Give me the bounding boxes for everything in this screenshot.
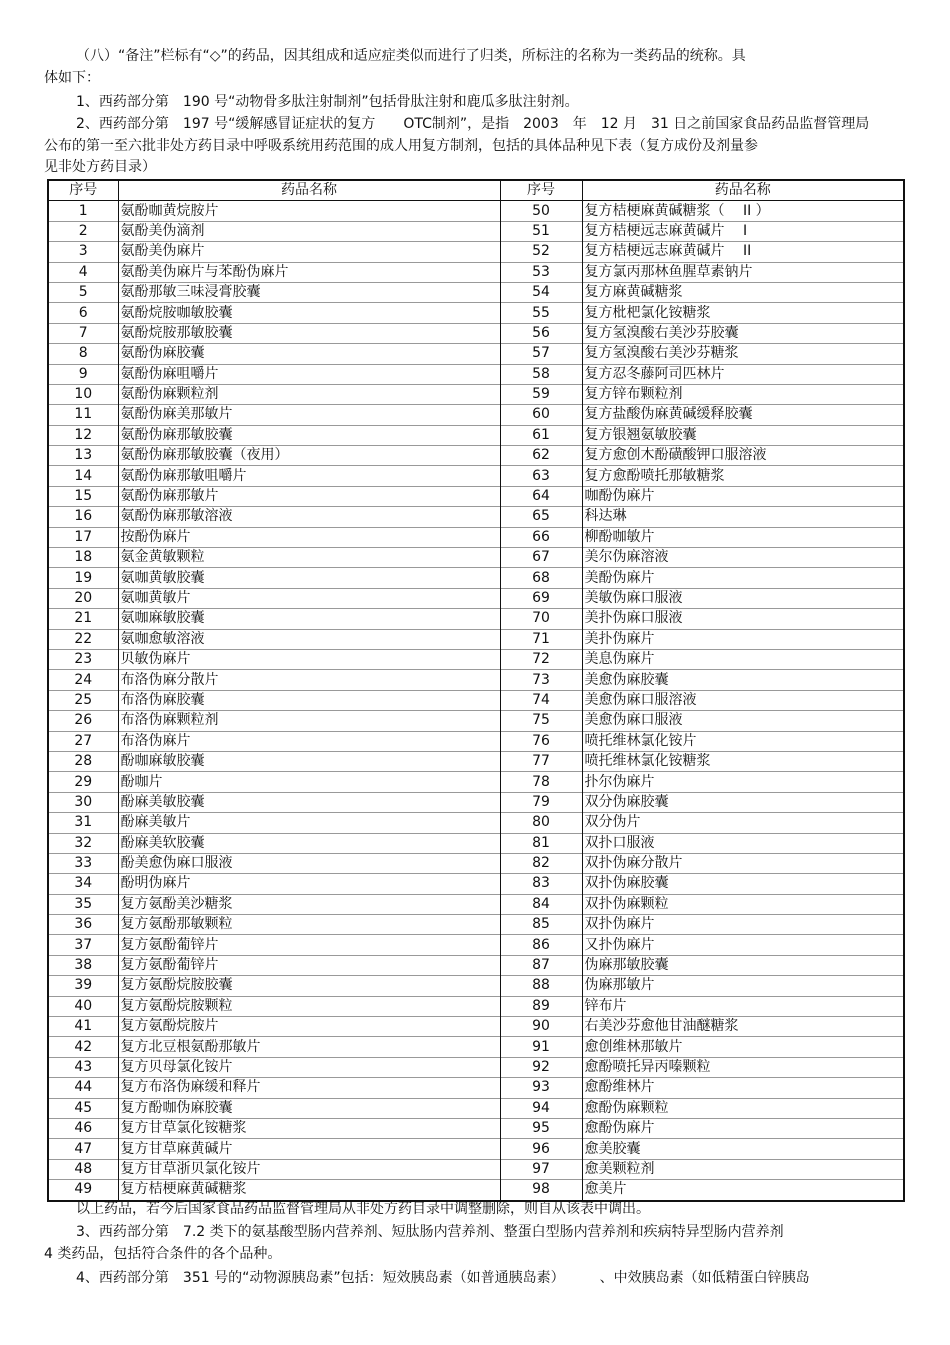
row-serial-right: 66 [500, 527, 582, 547]
row-serial-right: 94 [500, 1098, 582, 1118]
row-drug-name-right: 美酚伪麻片 [582, 568, 904, 588]
row-serial-right: 74 [500, 690, 582, 710]
table-row [48, 711, 904, 731]
table-row [48, 894, 904, 914]
row-serial-left: 24 [48, 670, 118, 690]
row-serial-left: 27 [48, 731, 118, 751]
row-serial-left: 23 [48, 649, 118, 669]
table-row [48, 792, 904, 812]
row-drug-name-left: 氨酚咖黄烷胺片 [118, 201, 500, 221]
row-drug-name-left: 布洛伪麻颗粒剂 [118, 711, 500, 731]
row-serial-right: 60 [500, 405, 582, 425]
row-serial-left: 3 [48, 242, 118, 262]
row-drug-name-right: 美愈伪麻口服溶液 [582, 690, 904, 710]
row-serial-right: 96 [500, 1139, 582, 1159]
row-serial-right: 72 [500, 649, 582, 669]
row-serial-left: 43 [48, 1057, 118, 1077]
table-row [48, 405, 904, 425]
row-serial-left: 7 [48, 323, 118, 343]
row-serial-right: 95 [500, 1118, 582, 1138]
row-drug-name-right: 伪麻那敏片 [582, 976, 904, 996]
table-row [48, 588, 904, 608]
table-row [48, 384, 904, 404]
row-drug-name-right: 愈美颗粒剂 [582, 1159, 904, 1179]
row-serial-left: 17 [48, 527, 118, 547]
row-serial-right: 67 [500, 548, 582, 568]
table-row [48, 813, 904, 833]
row-drug-name-right: 复方氯丙那林鱼腥草素钠片 [582, 262, 904, 282]
row-drug-name-right: 右美沙芬愈他甘油醚糖浆 [582, 1017, 904, 1037]
row-drug-name-left: 酚明伪麻片 [118, 874, 500, 894]
row-drug-name-right: 咖酚伪麻片 [582, 486, 904, 506]
row-serial-right: 68 [500, 568, 582, 588]
row-serial-right: 90 [500, 1017, 582, 1037]
table-row [48, 1159, 904, 1179]
table-row [48, 486, 904, 506]
row-serial-left: 49 [48, 1180, 118, 1201]
row-drug-name-right: 愈酚伪麻颗粒 [582, 1098, 904, 1118]
row-drug-name-left: 氨酚伪麻那敏片 [118, 486, 500, 506]
table-row [48, 548, 904, 568]
row-serial-left: 20 [48, 588, 118, 608]
paragraph-item-2-line-1: 2、西药部分第 197 号“缓解感冒证症状的复方 OTC制剂”，是指 2003 年 12 月 31 日之前国家食品药品监督管理局 [76, 116, 870, 132]
table-row [48, 649, 904, 669]
row-serial-right: 61 [500, 425, 582, 445]
row-serial-right: 80 [500, 813, 582, 833]
table-row [48, 323, 904, 343]
row-drug-name-left: 氨酚伪麻那敏溶液 [118, 507, 500, 527]
row-drug-name-right: 双分伪麻胶囊 [582, 792, 904, 812]
table-row [48, 221, 904, 241]
table-row [48, 1078, 904, 1098]
row-drug-name-right: 愈美胶囊 [582, 1139, 904, 1159]
paragraph-item-3-line-2: 4 类药品，包括符合条件的各个品种。 [44, 1246, 282, 1262]
row-serial-right: 58 [500, 364, 582, 384]
table-row [48, 242, 904, 262]
row-serial-right: 78 [500, 772, 582, 792]
row-drug-name-left: 氨酚那敏三味浸膏胶囊 [118, 282, 500, 302]
table-row [48, 629, 904, 649]
row-serial-left: 5 [48, 282, 118, 302]
table-body [48, 201, 904, 1201]
table-row [48, 1180, 904, 1201]
row-serial-right: 77 [500, 751, 582, 771]
row-serial-left: 1 [48, 201, 118, 221]
row-serial-left: 21 [48, 609, 118, 629]
row-serial-left: 40 [48, 996, 118, 1016]
table-row [48, 1017, 904, 1037]
row-drug-name-left: 布洛伪麻片 [118, 731, 500, 751]
row-drug-name-right: 美愈伪麻胶囊 [582, 670, 904, 690]
row-drug-name-left: 复方桔梗麻黄碱糖浆 [118, 1180, 500, 1201]
row-serial-right: 64 [500, 486, 582, 506]
row-drug-name-right: 科达琳 [582, 507, 904, 527]
row-drug-name-left: 酚咖麻敏胶囊 [118, 751, 500, 771]
row-serial-right: 86 [500, 935, 582, 955]
row-serial-right: 88 [500, 976, 582, 996]
row-serial-right: 97 [500, 1159, 582, 1179]
table-row [48, 833, 904, 853]
row-drug-name-right: 愈美片 [582, 1180, 904, 1201]
table-row [48, 1057, 904, 1077]
row-serial-left: 47 [48, 1139, 118, 1159]
table-row [48, 262, 904, 282]
row-drug-name-left: 复方氨酚美沙糖浆 [118, 894, 500, 914]
row-drug-name-right: 双扑伪麻片 [582, 915, 904, 935]
row-drug-name-right: 美尔伪麻溶液 [582, 548, 904, 568]
row-serial-left: 10 [48, 384, 118, 404]
row-serial-left: 33 [48, 853, 118, 873]
row-drug-name-right: 喷托维林氯化铵糖浆 [582, 751, 904, 771]
table-row [48, 446, 904, 466]
row-drug-name-left: 氨咖黄敏片 [118, 588, 500, 608]
row-serial-left: 29 [48, 772, 118, 792]
row-drug-name-right: 愈酚伪麻片 [582, 1118, 904, 1138]
row-drug-name-left: 复方甘草浙贝氯化铵片 [118, 1159, 500, 1179]
row-serial-left: 28 [48, 751, 118, 771]
row-drug-name-left: 复方氨酚那敏颗粒 [118, 915, 500, 935]
table-row [48, 425, 904, 445]
row-serial-right: 92 [500, 1057, 582, 1077]
row-drug-name-left: 复方甘草麻黄碱片 [118, 1139, 500, 1159]
row-serial-left: 18 [48, 548, 118, 568]
row-serial-left: 11 [48, 405, 118, 425]
row-drug-name-right: 复方愈酚喷托那敏糖浆 [582, 466, 904, 486]
row-serial-right: 75 [500, 711, 582, 731]
row-serial-left: 32 [48, 833, 118, 853]
header-name-right: 药品名称 [582, 180, 904, 201]
row-drug-name-left: 氨酚烷胺那敏胶囊 [118, 323, 500, 343]
row-serial-right: 79 [500, 792, 582, 812]
row-drug-name-right: 美息伪麻片 [582, 649, 904, 669]
row-serial-left: 25 [48, 690, 118, 710]
row-drug-name-right: 美愈伪麻口服液 [582, 711, 904, 731]
row-drug-name-right: 双扑伪麻胶囊 [582, 874, 904, 894]
row-drug-name-left: 酚麻美敏片 [118, 813, 500, 833]
table-row [48, 282, 904, 302]
row-serial-left: 37 [48, 935, 118, 955]
row-drug-name-left: 复方布洛伪麻缓和释片 [118, 1078, 500, 1098]
paragraph-note-line-1: （八）“备注”栏标有“◇”的药品，因其组成和适应症类似而进行了归类，所标注的名称为一类药品的统称。具 [76, 48, 746, 64]
row-drug-name-left: 氨酚烷胺咖敏胶囊 [118, 303, 500, 323]
row-serial-left: 30 [48, 792, 118, 812]
row-serial-right: 98 [500, 1180, 582, 1201]
row-serial-left: 4 [48, 262, 118, 282]
row-drug-name-right: 复方桔梗远志麻黄碱片 I [582, 221, 904, 241]
row-drug-name-right: 复方麻黄碱糖浆 [582, 282, 904, 302]
row-serial-left: 38 [48, 955, 118, 975]
row-serial-left: 39 [48, 976, 118, 996]
row-drug-name-left: 复方氨酚烷胺胶囊 [118, 976, 500, 996]
row-serial-left: 16 [48, 507, 118, 527]
table-row [48, 507, 904, 527]
row-drug-name-left: 复方氨酚葡锌片 [118, 935, 500, 955]
row-drug-name-right: 愈酚喷托异丙嗪颗粒 [582, 1057, 904, 1077]
row-serial-right: 84 [500, 894, 582, 914]
row-serial-right: 91 [500, 1037, 582, 1057]
table-row [48, 874, 904, 894]
row-drug-name-right: 双扑口服液 [582, 833, 904, 853]
row-drug-name-left: 氨酚美伪麻片 [118, 242, 500, 262]
row-serial-right: 50 [500, 201, 582, 221]
row-drug-name-right: 双扑伪麻分散片 [582, 853, 904, 873]
row-drug-name-right: 复方锌布颗粒剂 [582, 384, 904, 404]
table-row [48, 609, 904, 629]
row-drug-name-right: 扑尔伪麻片 [582, 772, 904, 792]
row-drug-name-left: 复方贝母氯化铵片 [118, 1057, 500, 1077]
row-serial-left: 35 [48, 894, 118, 914]
row-serial-right: 83 [500, 874, 582, 894]
row-serial-right: 76 [500, 731, 582, 751]
row-drug-name-left: 布洛伪麻分散片 [118, 670, 500, 690]
row-serial-right: 69 [500, 588, 582, 608]
paragraph-item-2-line-3: 见非处方药目录） [44, 159, 156, 175]
row-drug-name-right: 愈创维林那敏片 [582, 1037, 904, 1057]
header-serial-left: 序号 [48, 180, 118, 201]
table-row [48, 731, 904, 751]
row-serial-left: 34 [48, 874, 118, 894]
table-row [48, 527, 904, 547]
table-row [48, 303, 904, 323]
row-drug-name-left: 氨酚伪麻那敏胶囊（夜用） [118, 446, 500, 466]
row-drug-name-right: 美扑伪麻片 [582, 629, 904, 649]
table-row [48, 670, 904, 690]
row-serial-left: 8 [48, 344, 118, 364]
row-serial-left: 22 [48, 629, 118, 649]
row-serial-right: 65 [500, 507, 582, 527]
row-drug-name-left: 酚麻美软胶囊 [118, 833, 500, 853]
row-drug-name-left: 酚麻美敏胶囊 [118, 792, 500, 812]
row-drug-name-right: 复方桔梗远志麻黄碱片 II [582, 242, 904, 262]
paragraph-table-note: 以上药品，若今后国家食品药品监督管理局从非处方药目录中调整删除，则自从该表中调出。 [76, 1201, 650, 1217]
paragraph-item-3-line-1: 3、西药部分第 7.2 类下的氨基酸型肠内营养剂、短肽肠内营养剂、整蛋白型肠内营养剂和疾病特异型肠内营养剂 [76, 1224, 784, 1240]
row-drug-name-left: 酚咖片 [118, 772, 500, 792]
row-serial-left: 26 [48, 711, 118, 731]
row-serial-right: 51 [500, 221, 582, 241]
row-drug-name-right: 美敏伪麻口服液 [582, 588, 904, 608]
header-serial-right: 序号 [500, 180, 582, 201]
table-row [48, 1098, 904, 1118]
row-drug-name-left: 氨咖愈敏溶液 [118, 629, 500, 649]
row-serial-right: 70 [500, 609, 582, 629]
table-row [48, 364, 904, 384]
row-drug-name-left: 氨酚伪麻那敏胶囊 [118, 425, 500, 445]
row-drug-name-left: 氨金黄敏颗粒 [118, 548, 500, 568]
row-serial-right: 87 [500, 955, 582, 975]
table-row [48, 996, 904, 1016]
paragraph-item-4: 4、西药部分第 351 号的“动物源胰岛素”包括：短效胰岛素（如普通胰岛素） 、中效胰岛素（如低精蛋白锌胰岛 [76, 1270, 810, 1286]
row-drug-name-right: 复方银翘氨敏胶囊 [582, 425, 904, 445]
row-serial-right: 62 [500, 446, 582, 466]
row-serial-left: 14 [48, 466, 118, 486]
row-serial-left: 2 [48, 221, 118, 241]
table-row [48, 976, 904, 996]
table-header-row [48, 180, 904, 201]
row-serial-left: 48 [48, 1159, 118, 1179]
row-serial-left: 31 [48, 813, 118, 833]
table-row [48, 466, 904, 486]
table-row [48, 568, 904, 588]
row-drug-name-left: 复方氨酚烷胺颗粒 [118, 996, 500, 1016]
row-serial-left: 12 [48, 425, 118, 445]
row-serial-left: 45 [48, 1098, 118, 1118]
table-row [48, 344, 904, 364]
row-drug-name-left: 酚美愈伪麻口服液 [118, 853, 500, 873]
row-serial-left: 9 [48, 364, 118, 384]
row-drug-name-right: 复方氢溴酸右美沙芬胶囊 [582, 323, 904, 343]
row-serial-left: 19 [48, 568, 118, 588]
row-drug-name-left: 氨酚伪麻那敏咀嚼片 [118, 466, 500, 486]
row-drug-name-left: 按酚伪麻片 [118, 527, 500, 547]
row-drug-name-left: 氨咖黄敏胶囊 [118, 568, 500, 588]
row-drug-name-left: 氨咖麻敏胶囊 [118, 609, 500, 629]
row-serial-left: 46 [48, 1118, 118, 1138]
table-row [48, 772, 904, 792]
row-drug-name-right: 双扑伪麻颗粒 [582, 894, 904, 914]
row-serial-right: 54 [500, 282, 582, 302]
row-drug-name-right: 复方桔梗麻黄碱糖浆（ II ） [582, 201, 904, 221]
row-drug-name-right: 愈酚维林片 [582, 1078, 904, 1098]
row-drug-name-left: 氨酚伪麻美那敏片 [118, 405, 500, 425]
paragraph-note-line-2: 体如下： [44, 70, 100, 86]
row-serial-left: 42 [48, 1037, 118, 1057]
row-serial-right: 53 [500, 262, 582, 282]
row-drug-name-left: 复方甘草氯化铵糖浆 [118, 1118, 500, 1138]
row-drug-name-right: 锌布片 [582, 996, 904, 1016]
table-row [48, 751, 904, 771]
row-drug-name-left: 氨酚伪麻胶囊 [118, 344, 500, 364]
row-serial-left: 15 [48, 486, 118, 506]
row-drug-name-right: 复方枇杷氯化铵糖浆 [582, 303, 904, 323]
row-drug-name-right: 美扑伪麻口服液 [582, 609, 904, 629]
table-row [48, 853, 904, 873]
row-serial-right: 71 [500, 629, 582, 649]
row-serial-right: 85 [500, 915, 582, 935]
row-serial-right: 63 [500, 466, 582, 486]
row-serial-right: 55 [500, 303, 582, 323]
row-drug-name-right: 柳酚咖敏片 [582, 527, 904, 547]
row-serial-right: 89 [500, 996, 582, 1016]
row-drug-name-left: 氨酚美伪滴剂 [118, 221, 500, 241]
row-drug-name-left: 复方氨酚葡锌片 [118, 955, 500, 975]
row-drug-name-right: 复方愈创木酚磺酸钾口服溶液 [582, 446, 904, 466]
row-drug-name-left: 复方酚咖伪麻胶囊 [118, 1098, 500, 1118]
row-serial-left: 13 [48, 446, 118, 466]
row-drug-name-right: 复方忍冬藤阿司匹林片 [582, 364, 904, 384]
row-serial-left: 36 [48, 915, 118, 935]
row-drug-name-right: 喷托维林氯化铵片 [582, 731, 904, 751]
row-drug-name-left: 布洛伪麻胶囊 [118, 690, 500, 710]
row-serial-right: 52 [500, 242, 582, 262]
table-row [48, 1139, 904, 1159]
paragraph-item-2-line-2: 公布的第一至六批非处方药目录中呼吸系统用药范围的成人用复方制剂，包括的具体品种见下表（复方成份及剂量参 [44, 138, 758, 154]
row-serial-right: 93 [500, 1078, 582, 1098]
row-drug-name-right: 复方氢溴酸右美沙芬糖浆 [582, 344, 904, 364]
paragraph-item-1: 1、西药部分第 190 号“动物骨多肽注射制剂”包括骨肽注射和鹿瓜多肽注射剂。 [76, 94, 579, 110]
row-serial-right: 59 [500, 384, 582, 404]
row-serial-right: 56 [500, 323, 582, 343]
row-serial-right: 57 [500, 344, 582, 364]
table-row [48, 1118, 904, 1138]
row-drug-name-left: 复方北豆根氨酚那敏片 [118, 1037, 500, 1057]
row-serial-right: 82 [500, 853, 582, 873]
row-drug-name-right: 复方盐酸伪麻黄碱缓释胶囊 [582, 405, 904, 425]
row-serial-left: 6 [48, 303, 118, 323]
row-drug-name-right: 伪麻那敏胶囊 [582, 955, 904, 975]
row-serial-right: 81 [500, 833, 582, 853]
header-name-left: 药品名称 [118, 180, 500, 201]
table-row [48, 690, 904, 710]
row-drug-name-left: 氨酚美伪麻片与苯酚伪麻片 [118, 262, 500, 282]
row-drug-name-right: 双分伪片 [582, 813, 904, 833]
row-drug-name-left: 氨酚伪麻颗粒剂 [118, 384, 500, 404]
table-row [48, 201, 904, 221]
table-row [48, 915, 904, 935]
row-serial-right: 73 [500, 670, 582, 690]
table-row [48, 1037, 904, 1057]
table-row [48, 935, 904, 955]
row-drug-name-left: 氨酚伪麻咀嚼片 [118, 364, 500, 384]
row-serial-left: 44 [48, 1078, 118, 1098]
table-row [48, 955, 904, 975]
row-drug-name-left: 复方氨酚烷胺片 [118, 1017, 500, 1037]
row-drug-name-right: 又扑伪麻片 [582, 935, 904, 955]
otc-drug-table [47, 179, 905, 1202]
row-drug-name-left: 贝敏伪麻片 [118, 649, 500, 669]
row-serial-left: 41 [48, 1017, 118, 1037]
